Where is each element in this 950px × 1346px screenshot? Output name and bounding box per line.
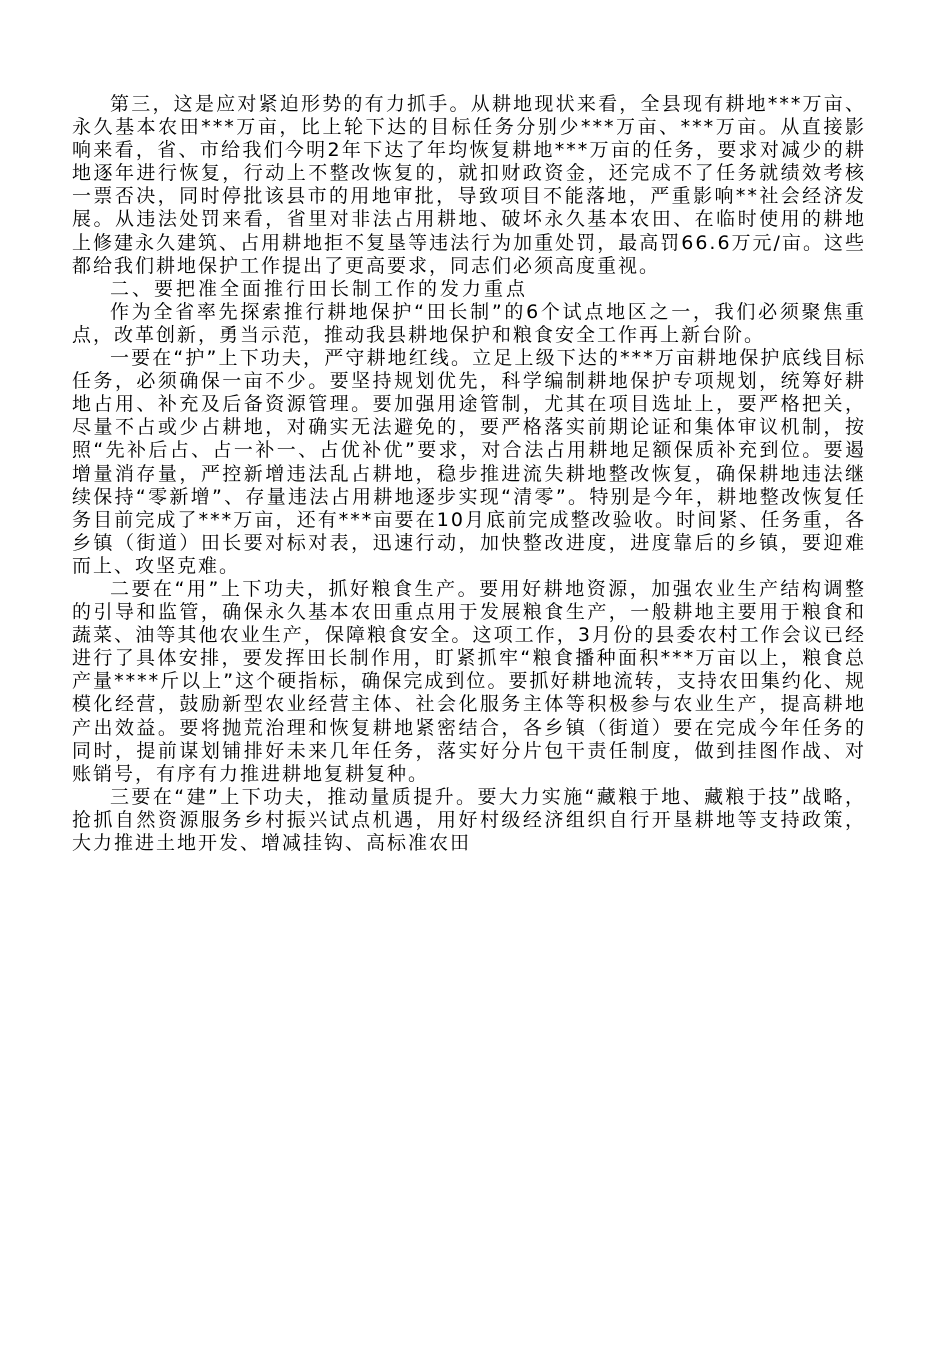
paragraph-use: 二要在“用”上下功夫，抓好粮食生产。要用好耕地资源，加强农业生产结构调整的引导和监管，确保永久基本农田重点用于发展粮食生产，一般耕地主要用于粮食和蔬菜、油等其他农业生产，保障粮食安全。这项工作，3月份的县委农村工作会议已经进行了具体安排，要发挥田长制作用，盯紧抓牢“粮食播种面积***万亩以上，粮食总产量****斤以上”这个硬指标，确保完成到位。要抓好耕地流转，支持农田集约化、规模化经营，鼓励新型农业经营主体、社会化服务主体等积极参与农业生产，提高耕地产出效益。要将抛荒治理和恢复耕地紧密结合，各乡镇（街道）要在完成今年任务的同时，提前谋划铺排好未来几年任务，落实好分片包干责任制度，做到挂图作战、对账销号，有序有力推进耕地复耕复种。	[72, 577, 866, 785]
paragraph-part-three: 第三，这是应对紧迫形势的有力抓手。从耕地现状来看，全县现有耕地***万亩、永久基本农田***万亩，比上轮下达的目标任务分别少***万亩、***万亩。从直接影响来看，省、市给我们今明2年下达了年均恢复耕地***万亩的任务，要求对减少的耕地逐年进行恢复，行动上不整改恢复的，就扣财政资金，还完成不了任务就绩效考核一票否决，同时停批该县市的用地审批，导致项目不能落地，严重影响**社会经济发展。从违法处罚来看，省里对非法占用耕地、破坏永久基本农田、在临时使用的耕地上修建永久建筑、占用耕地拒不复垦等违法行为加重处罚，最高罚66.6万元/亩。这些都给我们耕地保护工作提出了更高要求，同志们必须高度重视。	[72, 93, 866, 277]
paragraph-pilot-intro: 作为全省率先探索推行耕地保护“田长制”的6个试点地区之一，我们必须聚焦重点，改革创新，勇当示范，推动我县耕地保护和粮食安全工作再上新台阶。	[72, 300, 866, 346]
section-heading-two: 二、要把准全面推行田长制工作的发力重点	[110, 277, 529, 300]
paragraph-protect: 一要在“护”上下功夫，严守耕地红线。立足上级下达的***万亩耕地保护底线目标任务，必须确保一亩不少。要坚持规划优先，科学编制耕地保护专项规划，统筹好耕地占用、补充及后备资源管理。要加强用途管制，尤其在项目选址上，要严格把关，尽量不占或少占耕地，对确实无法避免的，要严格落实前期论证和集体审议机制，按照“先补后占、占一补一、占优补优”要求，对合法占用耕地足额保质补充到位。要遏增量消存量，严控新增违法乱占耕地，稳步推进流失耕地整改恢复，确保耕地违法继续保持“零新增”、存量违法占用耕地逐步实现“清零”。特别是今年，耕地整改恢复任务目前完成了***万亩，还有***亩要在10月底前完成整改验收。时间紧、任务重，各乡镇（街道）田长要对标对表，迅速行动，加快整改进度，进度靠后的乡镇，要迎难而上、攻坚克难。	[72, 347, 866, 577]
paragraph-build: 三要在“建”上下功夫，推动量质提升。要大力实施“藏粮于地、藏粮于技”战略，抢抓自然资源服务乡村振兴试点机遇，用好村级经济组织自行开垦耕地等支持政策，大力推进土地开发、增减挂钩、高标准农田	[72, 785, 866, 854]
document-page	[72, 93, 866, 855]
